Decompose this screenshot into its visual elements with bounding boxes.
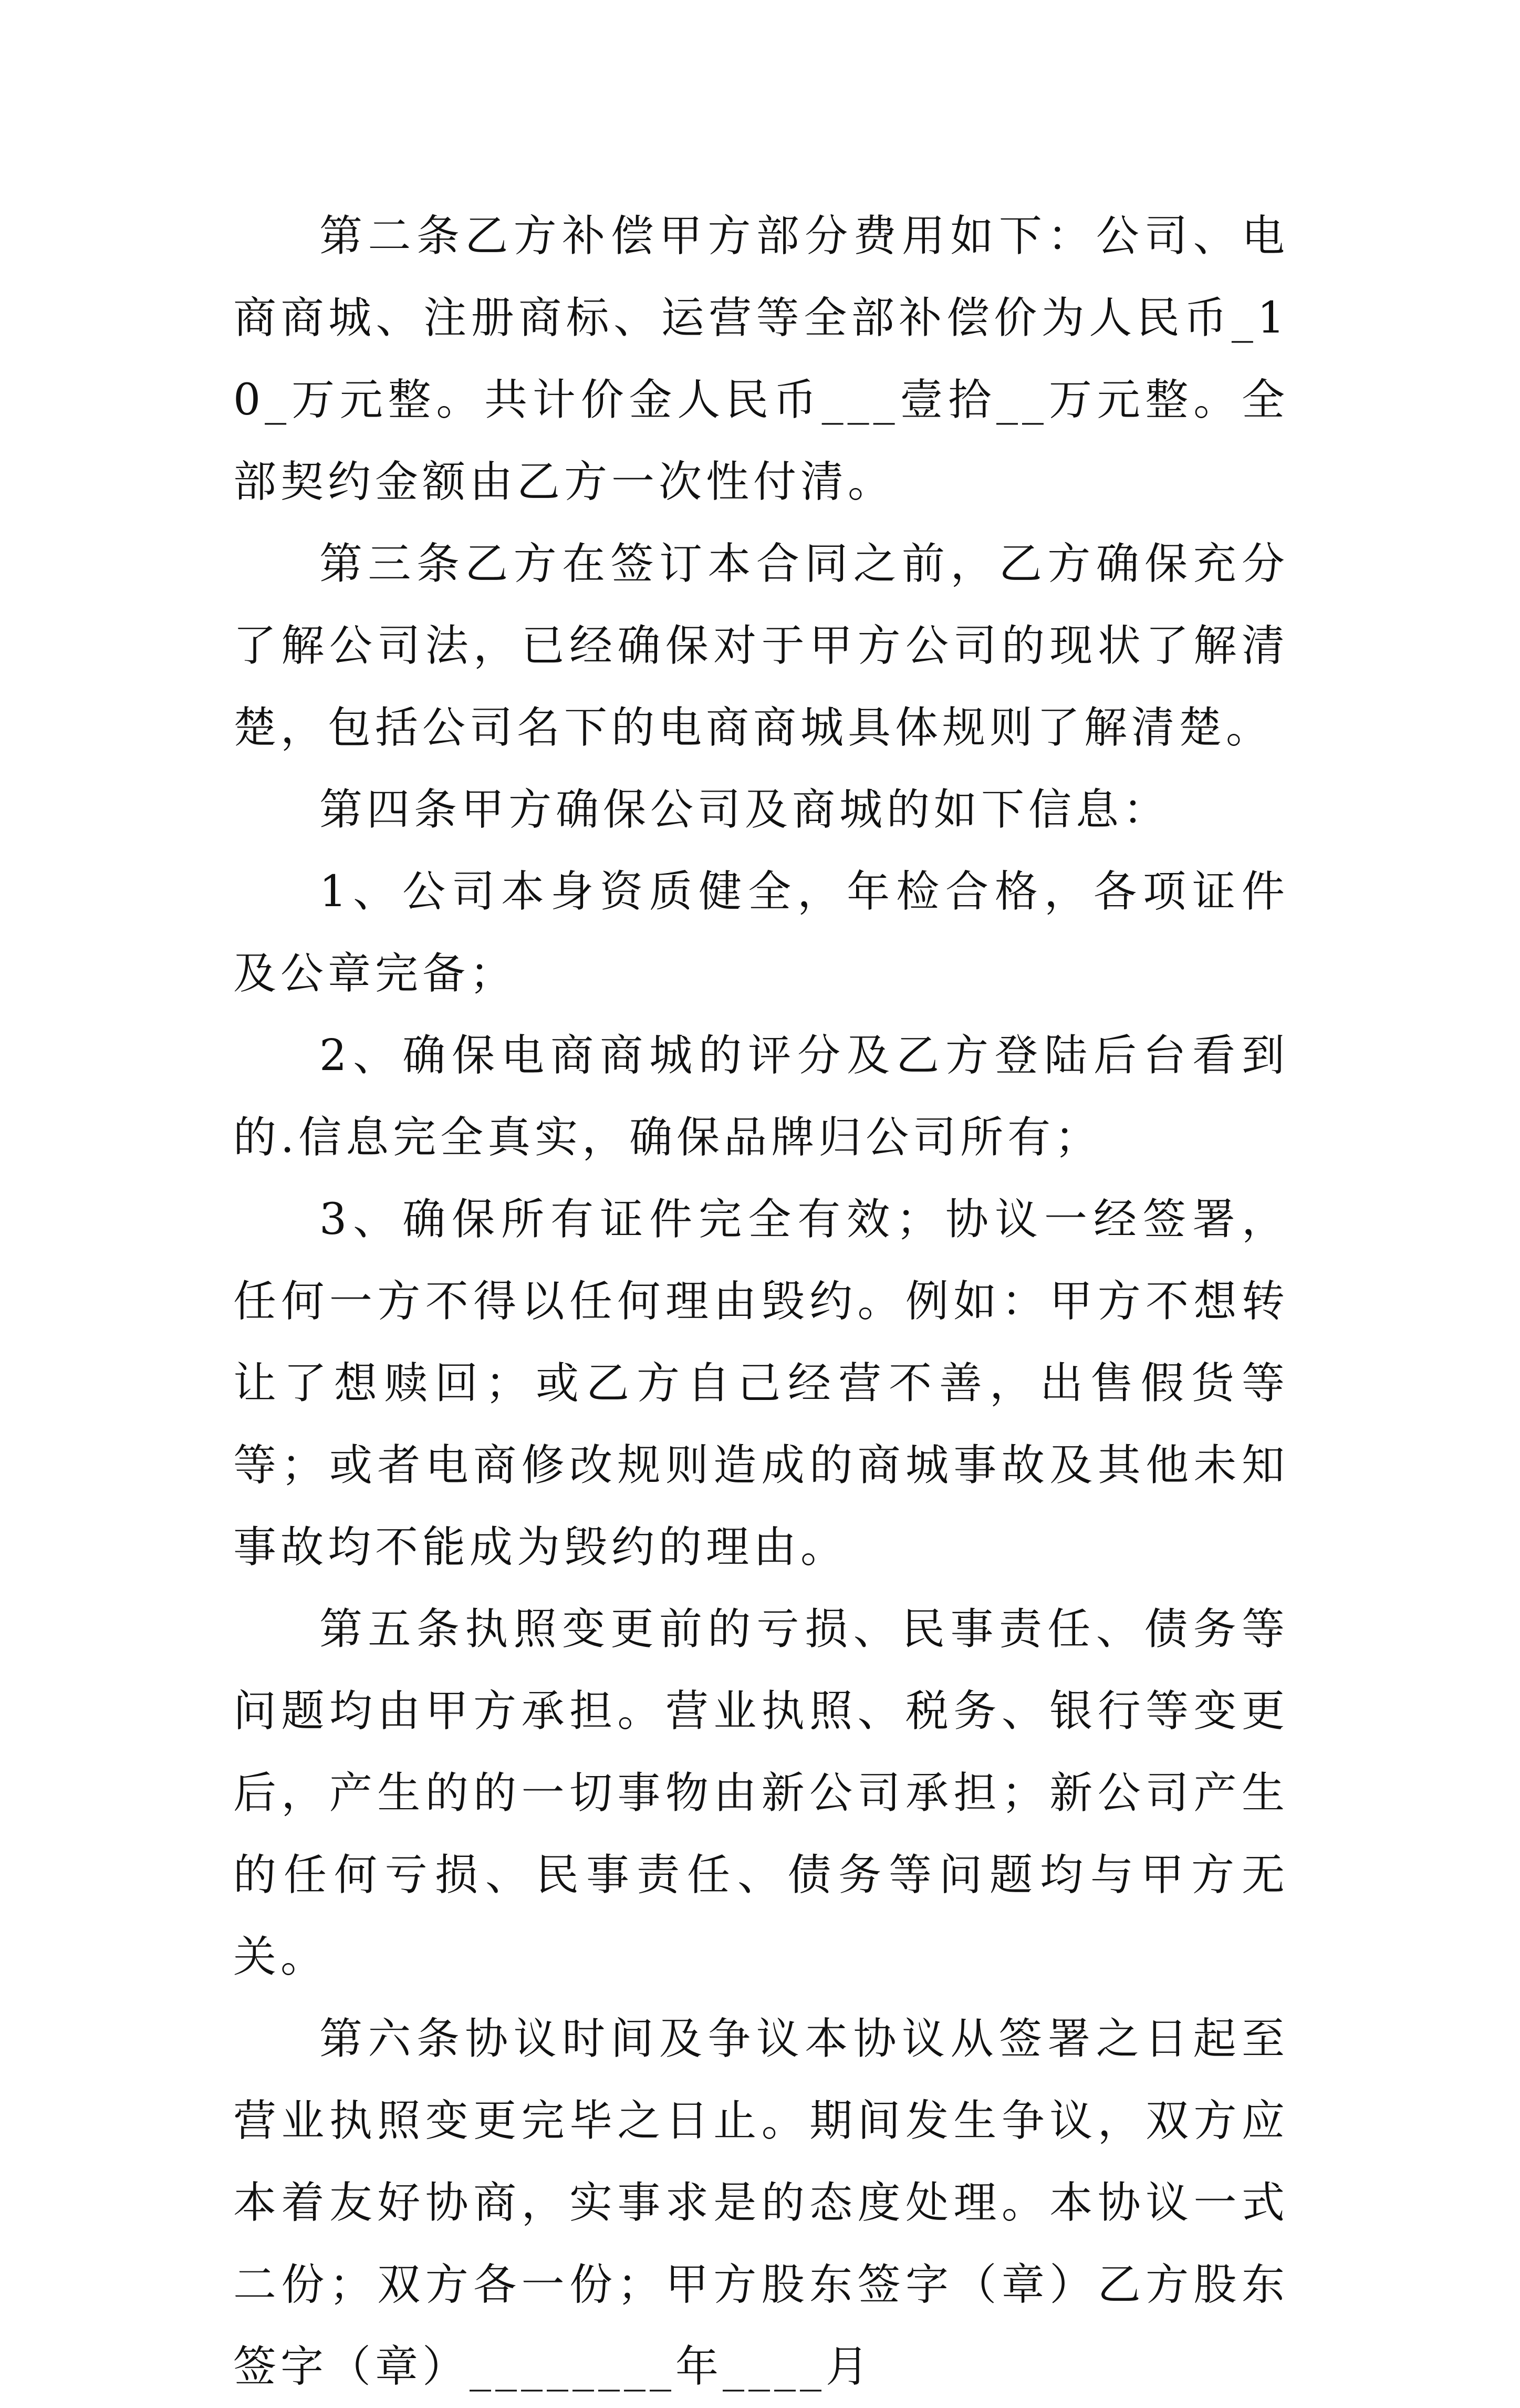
paragraph-article-2: 第二条乙方补偿甲方部分费用如下：公司、电商商城、注册商标、运营等全部补偿价为人民币_10_万元整。共计价金人民币___壹拾__万元整。全部契约金额由乙方一次性付清。 xyxy=(233,211,1289,507)
paragraph-article-3: 第三条乙方在签订本合同之前，乙方确保充分了解公司法，已经确保对于甲方公司的现状了解清楚，包括公司名下的电商商城具体规则了解清楚。 xyxy=(233,539,1289,753)
paragraph-item-2: 2、确保电商商城的评分及乙方登陆后台看到的.信息完全真实，确保品牌归公司所有； xyxy=(233,1031,1289,1163)
paragraph-article-4: 第四条甲方确保公司及商城的如下信息： xyxy=(319,785,1171,835)
paragraph-article-5: 第五条执照变更前的亏损、民事责任、债务等问题均由甲方承担。营业执照、税务、银行等变更后，产生的的一切事物由新公司承担；新公司产生的任何亏损、民事责任、债务等问题均与甲方无关。 xyxy=(233,1604,1289,1982)
paragraph-item-3: 3、确保所有证件完全有效；协议一经签署，任何一方不得以任何理由毁约。例如：甲方不想转让了想赎回；或乙方自己经营不善，出售假货等等；或者电商修改规则造成的商城事故及其他未知事故均不能成为毁约的理由。 xyxy=(233,1195,1289,1572)
paragraph-item-1: 1、公司本身资质健全，年检合格，各项证件及公章完备； xyxy=(233,867,1289,999)
paragraph-article-6: 第六条协议时间及争议本协议从签署之日起至营业执照变更完毕之日止。期间发生争议，双方应本着友好协商，实事求是的态度处理。本协议一式二份；双方各一份；甲方股东签字（章）乙方股东签字（章）________年____月 xyxy=(233,2014,1289,2392)
document-body xyxy=(233,195,1289,2408)
